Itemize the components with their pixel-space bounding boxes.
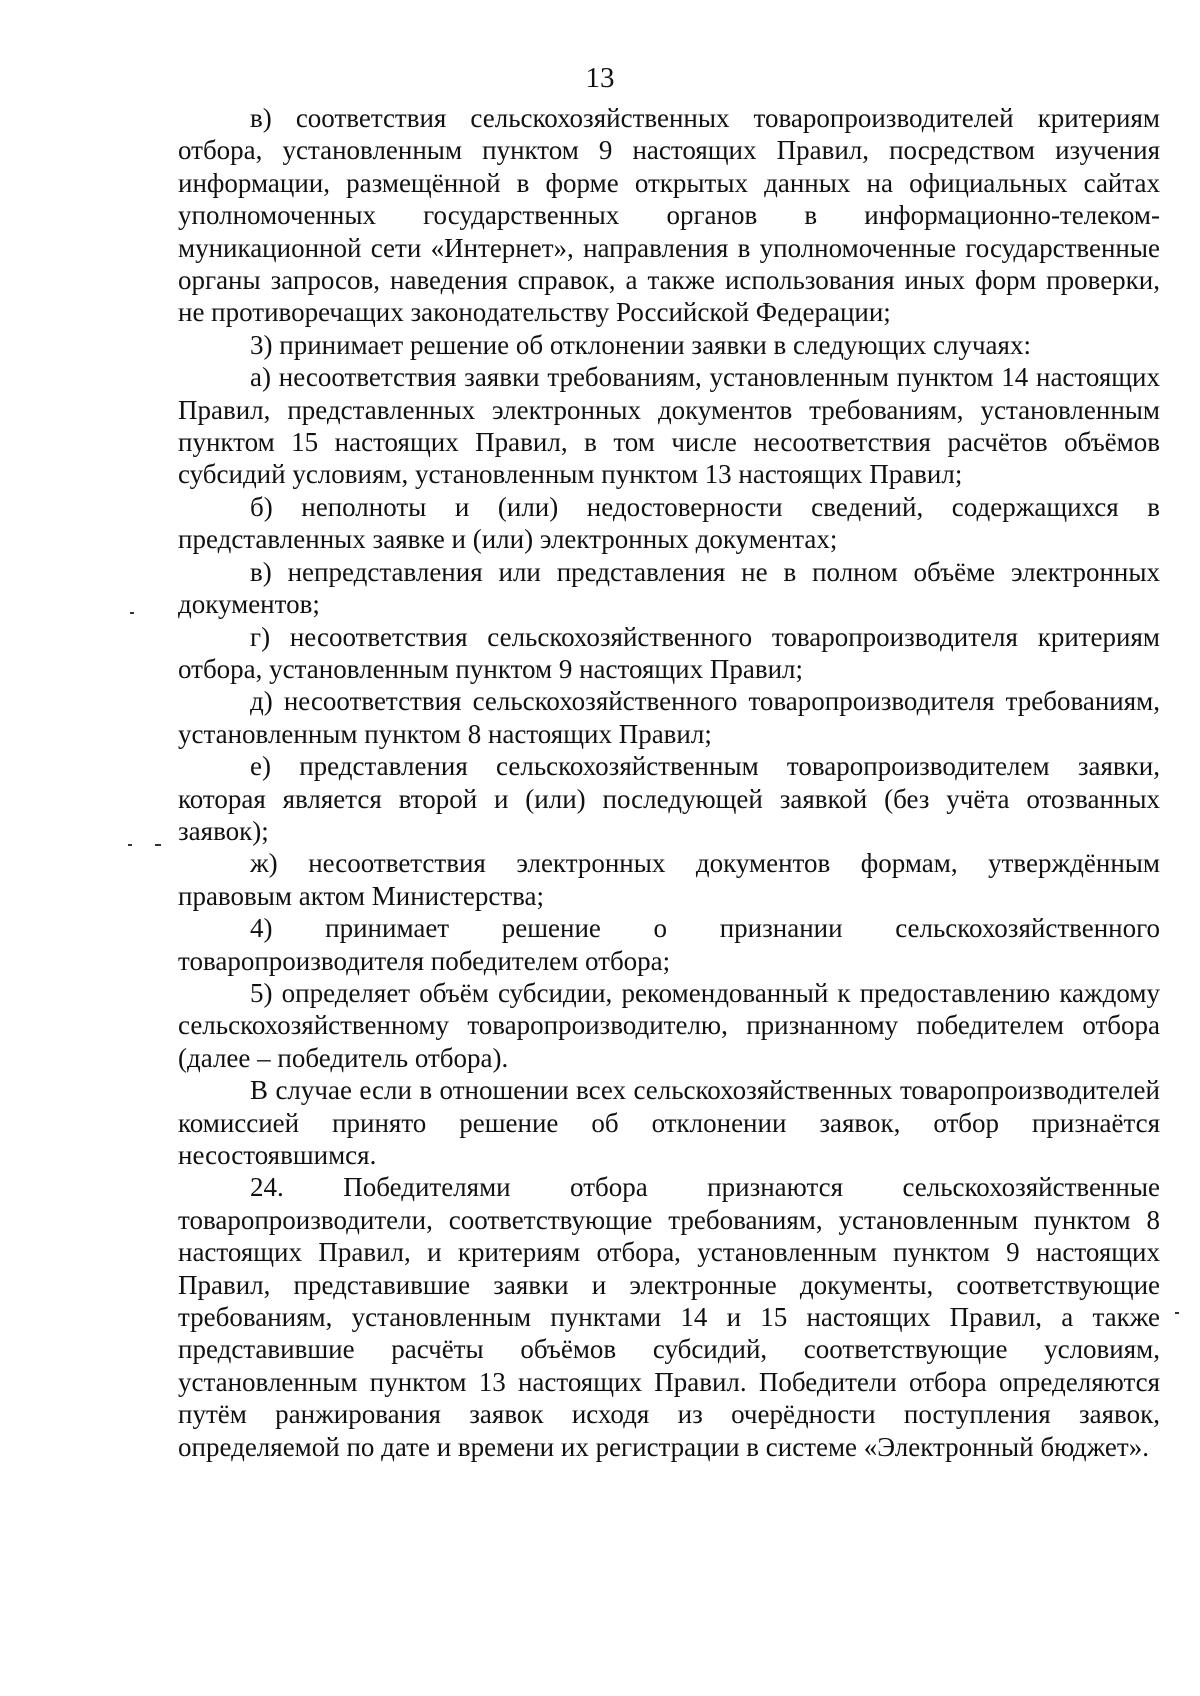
scan-mark bbox=[128, 844, 132, 846]
document-body bbox=[178, 102, 1160, 1463]
paragraph-3v-criteria-check: в) соответствия сельскохозяйственных товаропроизводителей критериям отбора, установленным пунктом 9 настоящих Правил, посредством изучения информации, размещённой в форме открытых данных на официальных сайтах уполномоченных государственных органов в информационно-телекоммуникационной сети «Интернет», направления в уполномоченные государственные органы запросов, наведения справок, а также использования иных форм проверки, не противоречащих законодательству Российской Федерации; bbox=[178, 103, 1160, 328]
paragraph-3-rejection-decision: 3) принимает решение об отклонении заявки в следующих случаях: bbox=[250, 329, 1031, 360]
scan-mark bbox=[130, 612, 134, 614]
paragraph-rejection-d: д) несоответствия сельскохозяйственного товаропроизводителя требованиям, установленным пунктом 8 настоящих Правил; bbox=[178, 686, 1160, 749]
page-number: 13 bbox=[585, 62, 615, 94]
paragraph-rejection-b: б) неполноты и (или) недостоверности сведений, содержащихся в представленных заявке и (или) электронных документах; bbox=[178, 491, 1160, 555]
paragraph-24-winners: 24. Победителями отбора признаются сельскохозяйственные товаропроизводители, соответствующие требованиям, установленным пунктом 8 настоящих Правил, и критериям отбора, установленным пунктом 9 настоящих Правил, представившие заявки и электронные документы, соответствующие требованиям, установленным пунктами 14 и 15 настоящих Правил, а также представившие расчёты объёмов субсидий, соответствующие условиям, установленным пунктом 13 настоящих Правил. Победители отбора определяются путём ранжирования заявок исходя из очерёдности поступления заявок, определяемой по дате и времени их регистрации в системе «Электронный бюджет». bbox=[178, 1172, 1160, 1462]
paragraph-failed-selection: В случае если в отношении всех сельскохозяйственных товаропроизводителей комиссией принято решение об отклонении заявок, отбор признаётся несостоявшимся. bbox=[178, 1075, 1160, 1170]
paragraph-rejection-g: г) несоответствия сельскохозяйственного товаропроизводителя критериям отбора, установленным пунктом 9 настоящих Правил; bbox=[178, 621, 1160, 684]
paragraph-5-subsidy-amount: 5) определяет объём субсидии, рекомендованный к предоставлению каждому сельскохозяйственному товаропроизводителю, признанному победителем отбора (далее – победитель отбора). bbox=[178, 977, 1160, 1073]
paragraph-rejection-a: а) несоответствия заявки требованиям, установленным пунктом 14 настоящих Правил, представленных электронных документов требованиям, установленным пунктом 15 настоящих Правил, в том числе несоответствия расчётов объёмов субсидий условиям, установленным пунктом 13 настоящих Правил; bbox=[178, 362, 1160, 490]
scan-mark bbox=[155, 844, 161, 846]
paragraph-rejection-v: в) непредставления или представления не в полном объёме электронных документов; bbox=[178, 556, 1160, 620]
paragraph-rejection-e: е) представления сельскохозяйственным товаропроизводителем заявки, которая является второй и (или) последующей заявкой (без учёта отозванных заявок); bbox=[178, 751, 1160, 846]
paragraph-4-winner-decision: 4) принимает решение о признании сельскохозяйственного товаропроизводителя победителем отбора; bbox=[178, 913, 1160, 976]
paragraph-rejection-zh: ж) несоответствия электронных документов формам, утверждённым правовым актом Министерства; bbox=[178, 848, 1160, 911]
scan-mark bbox=[1175, 1312, 1179, 1314]
